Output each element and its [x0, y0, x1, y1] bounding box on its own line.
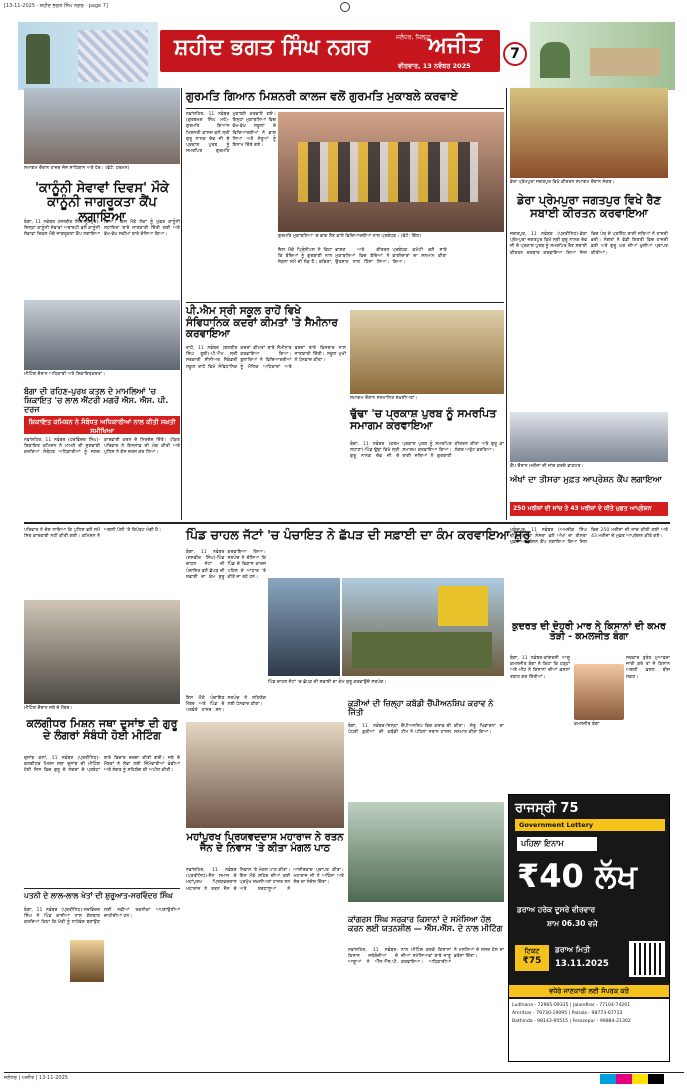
panchayat-article-a: ਬੰਗਾ, 11 ਨਵੰਬਰ (ਜਸਵੀਰ ਸਿੰਘ)-ਪਿੰਡ ਚਾਹਲ ਜੱਟਾਂ ਦੀ ਪੰਚਾਇਤ ਵਲੋਂ ਛੱਪੜ ਦੀ ਸਫ਼ਾਈ ਦਾ ਕੰਮ ਸ਼ੁਰੂ ਕਰਵਾਇਆ ਗਿਆ। ਸਰਪੰਚ ਨੇ ਦੱਸਿਆ ਕਿ ਪਿੰਡ ਦੇ ਵਿਕਾਸ ਕਾਰਜ ਪਹਿਲ ਦੇ ਆਧਾਰ 'ਤੇ ਕੀਤੇ ਜਾ ਰਹੇ ਹਨ। — [186, 550, 266, 580]
registration-mark-icon — [340, 2, 350, 12]
color-bar — [600, 1074, 680, 1084]
ad-prize-label: ਪਹਿਲਾ ਇਨਾਮ — [517, 837, 597, 851]
maharaj-photo — [186, 722, 344, 828]
lottery-ad — [508, 794, 670, 1062]
brothers-article: ਬੰਗਾ, 11 ਨਵੰਬਰ (ਪ੍ਰਤੀਨਿਧ)-ਸਰਵਿੰਦਰ ਸਿੰਘ ਨੇ ਪਿੰਡ ਵਾਸੀਆਂ ਨਾਲ ਗੱਲਬਾਤ ਕਰਦਿਆਂ ਕਿਹਾ ਕਿ ਖੇਤੀ ਨੂੰ ਲਾਹੇਵੰਦ ਬਣਾਉਣ ਲਈ ਨਵੀਆਂ ਤਕਨੀਕਾਂ ਅਪਣਾਉਣੀਆਂ ਚਾਹੀਦੀਆਂ ਹਨ। — [24, 908, 180, 926]
gurmat-article-b: ਇਸ ਮੌਕੇ ਪ੍ਰਿੰਸੀਪਲ ਨੇ ਕਿਹਾ ਕਿ ਬੱਚਿਆਂ ਨੂੰ ਗੁਰਬਾਣੀ ਨਾਲ ਜੋੜਨਾ ਸਮੇਂ ਦੀ ਲੋੜ ਹੈ। ਕਵਿਤਾ, ਭਾਸ਼ਣ ਅਤੇ ਕੀਰਤਨ ਮੁਕਾਬਲਿਆਂ ਵਿਚ ਬੱਚਿਆਂ ਨੇ ਉਤਸ਼ਾਹ ਨਾਲ ਹਿੱਸਾ ਲਿਆ। ਪ੍ਰਬੰਧਕ ਕਮੇਟੀ ਵਲੋਂ ਸਾਰੇ ਭਾਗੀਦਾਰਾਂ ਦਾ ਸਨਮਾਨ ਕੀਤਾ ਗਿਆ। — [278, 248, 447, 266]
paper-title: ਅਜੀਤ — [428, 33, 482, 58]
dhudha-article: ਬੰਗਾ, 11 ਨਵੰਬਰ (ਕਰਮ ਲਧਾਣਾ)-ਪਿੰਡ ਢੁੱਢਾ ਵਿਖੇ ਸ੍ਰੀ ਗੁਰੂ ਨਾਨਕ ਦੇਵ ਜੀ ਦੇ ਪ੍ਰਕਾਸ਼ ਪੁਰਬ ਨੂੰ ਸਮਰਪਿਤ ਸਮਾਗਮ ਕਰਵਾਇਆ ਗਿਆ। ਰਾਗੀ ਜਥਿਆਂ ਨੇ ਗੁਰਬਾਣੀ ਕੀਰਤਨ ਕੀਤਾ ਅਤੇ ਗੁਰੂ ਕਾ ਲੰਗਰ ਅਤੁੱਟ ਵਰਤਿਆ। — [350, 442, 504, 460]
gurmat-caption: ਗੁਰਮਤਿ ਮੁਕਾਬਲਿਆਂ 'ਚ ਭਾਗ ਲੈਣ ਵਾਲੇ ਵਿਦਿਆਰਥੀਆਂ ਨਾਲ ਪ੍ਰਬੰਧਕ। (ਫੋਟੋ: ਗਿੱਲ) — [278, 234, 422, 239]
kabaddi-article: ਬੰਗਾ, 11 ਨਵੰਬਰ-ਜ਼ਿਲ੍ਹਾ ਪੱਧਰੀ ਕੁੜੀਆਂ ਦੀ ਕਬੱਡੀ ਚੈਂਪੀਅਨਸ਼ਿਪ ਵਿਚ ਕਰਾਵ ਦੀ ਟੀਮ ਨੇ ਪਹਿਲਾ ਸਥਾਨ ਹਾਸਲ ਕੀਤਾ। ਜੇਤੂ ਖਿਡਾਰਨਾਂ ਦਾ ਸਨਮਾਨ ਕੀਤਾ ਗਿਆ। — [348, 724, 504, 736]
kabaddi-headline: ਕੁੜੀਆਂ ਦੀ ਜ਼ਿਲ੍ਹਾ ਕਬੱਡੀ ਚੈਂਪੀਅਨਸ਼ਿਪ ਕਰਾਵ ਨੇ ਜਿੱਤੀ — [348, 699, 494, 717]
farmers-photo — [348, 802, 504, 902]
page-number: 7 — [503, 42, 527, 66]
gurmat-headline: ਗੁਰਮਤਿ ਗਿਆਨ ਮਿਸ਼ਨਰੀ ਕਾਲਜ ਵਲੋਂ ਗੁਰਮਤਿ ਮੁਕਾਬਲੇ ਕਰਵਾਏ — [186, 89, 458, 103]
ad-contact-line: Amritsar - 79730-19095 | Patiala - 98773-67713 — [512, 1011, 623, 1016]
ad-draw-time: ਸ਼ਾਮ 06.30 ਵਜੇ — [547, 919, 598, 928]
kalgidhar-headline: ਕਲਗੀਧਰ ਮਿਸ਼ਨ ਜਥਾ ਦੁਸਾਂਝ ਦੀ ਗੁਰੂ ਦੇ ਲੰਗਰਾਂ ਸੰਬੰਧੀ ਹੋਈ ਮੀਟਿੰਗ — [26, 717, 178, 743]
meeting-photo — [24, 300, 180, 370]
banga-case-redband: ਸ਼ਿਕਾਇਤ ਕਮਿਸ਼ਨ ਨੇ ਸੰਬੰਧਤ ਅਧਿਕਾਰੀਆਂ ਨਾਲ ਕੀਤੀ ਸਖ਼ਤੀ ਸਮੀਖਿਆ — [24, 416, 180, 434]
ad-sub: Government Lottery — [515, 819, 665, 831]
kalgidhar-photo — [24, 600, 180, 704]
ad-contact-line: Ludhiana - 72965-09335 | Jalandhar - 77104-74201 — [512, 1003, 631, 1008]
masthead-city: ਜਲੰਧਰ, ਜ਼ਿਲ੍ਹਾ — [396, 34, 431, 41]
ad-ticket-label: ਟਿਕਟ — [524, 947, 540, 955]
eye-photo — [510, 412, 668, 462]
meeting-caption: ਮੀਟਿੰਗ ਦੌਰਾਨ ਅਧਿਕਾਰੀ ਅਤੇ ਸ਼ਿਕਾਇਤਕਰਤਾ। — [24, 372, 106, 377]
ad-ticket-box — [515, 945, 549, 971]
nature-article-a: ਬੰਗਾ, 11 ਨਵੰਬਰ-ਕਾਂਗਰਸੀ ਆਗੂ ਕਮਲਜੀਤ ਬੰਗਾ ਨੇ ਕਿਹਾ ਕਿ ਹੜ੍ਹਾਂ ਅਤੇ ਮੀਂਹ ਨੇ ਕਿਸਾਨਾਂ ਦੀਆਂ ਫ਼ਸਲਾਂ ਤਬਾਹ ਕਰ ਦਿੱਤੀਆਂ। — [510, 656, 570, 680]
panchayat-caption: ਪਿੰਡ ਚਾਹਲ ਜੱਟਾਂ 'ਚ ਛੱਪੜ ਦੀ ਸਫ਼ਾਈ ਦਾ ਕੰਮ ਸ਼ੁਰੂ ਕਰਵਾਉਂਦੇ ਸਰਪੰਚ। — [268, 680, 387, 685]
masthead-date: ਵੀਰਵਾਰ, 13 ਨਵੰਬਰ 2025 — [398, 62, 471, 70]
panchayat-headline: ਪਿੰਡ ਚਾਹਲ ਜੱਟਾਂ 'ਚ ਪੰਚਾਇਤ ਨੇ ਛੱਪੜ ਦੀ ਸਫ਼ਾਈ ਦਾ ਕੰਮ ਕਰਵਾਇਆ ਸ਼ੁਰੂ — [186, 527, 531, 542]
footer-bar: ਜਲੰਧਰ | ਅਜੀਤ | 13-11-2025 — [4, 1075, 68, 1081]
print-slug: [13-11-2025 · ਸ਼ਹੀਦ ਭਗਤ ਸਿੰਘ ਨਗਰ · page 7] — [4, 3, 108, 9]
legal-day-article: ਬੰਗਾ, 11 ਨਵੰਬਰ (ਜਸਬੀਰ ਸਿੰਘ ਨੂਰਪੁਰ)-ਜ਼ਿਲ੍ਹਾ ਕਾਨੂੰਨੀ ਸੇਵਾਵਾਂ ਅਥਾਰਟੀ ਵਲੋਂ ਕਾਨੂੰਨੀ ਸੇਵਾਵਾਂ ਦਿਵਸ ਮੌਕੇ ਜਾਗਰੂਕਤਾ ਕੈਂਪ ਲਗਾਇਆ ਗਿਆ। ਇਸ ਮੌਕੇ ਲੋਕਾਂ ਨੂੰ ਮੁਫ਼ਤ ਕਾਨੂੰਨੀ ਸਹਾਇਤਾ ਬਾਰੇ ਜਾਣਕਾਰੀ ਦਿੱਤੀ ਗਈ ਅਤੇ ਵੱਖ-ਵੱਖ ਸਕੀਮਾਂ ਬਾਰੇ ਦੱਸਿਆ ਗਿਆ। — [24, 220, 180, 238]
ad-brand: ਰਾਜਸ੍ਰੀ 75 — [515, 801, 579, 816]
dera-photo — [510, 88, 668, 178]
sarpanch-portrait — [268, 578, 340, 676]
farmers-article: ਨਵਾਂਸ਼ਹਿਰ, 11 ਨਵੰਬਰ-ਕਿਸਾਨ ਜਥੇਬੰਦੀਆਂ ਦੇ ਆਗੂਆਂ ਨੇ ਐੱਸ.ਐੱਸ.ਪੀ. ਨਾਲ ਮੀਟਿੰਗ ਕਰਕੇ ਕਿਸਾਨਾਂ ਦੀਆਂ ਸਮੱਸਿਆਵਾਂ ਬਾਰੇ ਜਾਣੂ ਕਰਵਾਇਆ। ਅਧਿਕਾਰੀਆਂ ਨੇ ਮਸਲਿਆਂ ਦੇ ਜਲਦ ਹੱਲ ਦਾ ਭਰੋਸਾ ਦਿੱਤਾ। — [348, 948, 504, 966]
dhudha-caption: ਸਮਾਗਮ ਦੌਰਾਨ ਸਨਮਾਨਿਤ ਸ਼ਖ਼ਸੀਅਤਾਂ। — [350, 396, 418, 401]
legal-day-caption: ਸਮਾਗਮ ਦੌਰਾਨ ਹਾਜ਼ਰ ਜੱਜ ਸਾਹਿਬਾਨ ਅਤੇ ਹੋਰ। (ਫੋਟੋ: ਹਰਮਨ) — [24, 166, 130, 171]
nature-article-b: ਸਰਕਾਰ ਤੁਰੰਤ ਮੁਆਵਜ਼ਾ ਜਾਰੀ ਕਰੇ ਤਾਂ ਜੋ ਕਿਸਾਨ ਅਗਲੀ ਫ਼ਸਲ ਬੀਜ ਸਕਣ। — [626, 656, 670, 680]
ad-draw-label: ਡਰਾਅ ਮਿਤੀ — [555, 945, 591, 954]
brothers-headline: ਪਤਨੀ ਦੇ ਲਾਲ-ਲਾਲ ਖੇਤਾਂ ਦੀ ਸ਼ੁਰੂਆਤ-ਸਰਵਿੰਦਰ ਸਿੰਘ — [24, 891, 173, 900]
district-title: ਸ਼ਹੀਦ ਭਗਤ ਸਿੰਘ ਨਗਰ — [174, 35, 371, 60]
gurmat-photo — [278, 112, 504, 232]
nature-headline: ਕੁਦਰਤ ਦੀ ਦੋਹਰੀ ਮਾਰ ਨੇ ਕਿਸਾਨਾਂ ਦੀ ਕਮਰ ਤੋੜੀ - ਕਮਲਜੀਤ ਬੰਗਾ — [512, 621, 666, 643]
masthead-band — [160, 30, 500, 72]
pm-shri-article: ਰਾਹੋਂ, 11 ਨਵੰਬਰ (ਬਲਬੀਰ ਸਿੰਘ ਰੂਬੀ)-ਪੀ.ਐਮ ਸ੍ਰੀ ਸਰਕਾਰੀ ਸੀਨੀਅਰ ਸੈਕੰਡਰੀ ਸਕੂਲ ਰਾਹੋਂ ਵਿਖੇ ਸੰਵਿਧਾਨਿਕ ਕਦਰਾਂ ਕੀਮਤਾਂ ਬਾਰੇ ਸੈਮੀਨਾਰ ਕਰਵਾਇਆ ਗਿਆ। ਬੁਲਾਰਿਆਂ ਨੇ ਵਿਦਿਆਰਥੀਆਂ ਨੂੰ ਮੌਲਿਕ ਅਧਿਕਾਰਾਂ ਅਤੇ ਫਰਜ਼ਾਂ ਬਾਰੇ ਵਿਸਥਾਰ ਨਾਲ ਜਾਣਕਾਰੀ ਦਿੱਤੀ। ਸਕੂਲ ਮੁਖੀ ਨੇ ਧੰਨਵਾਦ ਕੀਤਾ। — [186, 346, 346, 370]
legal-day-photo — [24, 88, 180, 164]
banga-case-article-cont: ਪਰਿਵਾਰ ਨੇ ਦੋਸ਼ ਲਾਇਆ ਕਿ ਪੁਲਿਸ ਵਲੋਂ ਸਮੇਂ ਸਿਰ ਕਾਰਵਾਈ ਨਹੀਂ ਕੀਤੀ ਗਈ। ਕਮਿਸ਼ਨ ਨੇ ਅਗਲੀ ਪੇਸ਼ੀ 'ਤੇ ਰਿਪੋਰਟ ਮੰਗੀ ਹੈ। — [24, 528, 162, 540]
eye-caption: ਕੈਂਪ ਦੌਰਾਨ ਮਰੀਜ਼ਾਂ ਦੀ ਜਾਂਚ ਕਰਦੇ ਡਾਕਟਰ। — [510, 464, 584, 469]
legal-day-headline: 'ਕਾਨੂੰਨੀ ਸੇਵਾਵਾਂ ਦਿਵਸ' ਮੌਕੇ ਕਾਨੂੰਨੀ ਜਾਗਰੂਕਤਾ ਕੈਂਪ ਲਗਾਇਆ — [35, 181, 169, 225]
kamaljit-portrait — [574, 664, 624, 720]
ad-ticket-price: ₹75 — [522, 956, 542, 966]
kalgidhar-article: ਦੁਸਾਂਝ ਕਲਾਂ, 11 ਨਵੰਬਰ (ਪ੍ਰਤੀਨਿਧ)-ਕਲਗੀਧਰ ਮਿਸ਼ਨ ਜਥਾ ਦੁਸਾਂਝ ਦੀ ਮੀਟਿੰਗ ਹੋਈ ਜਿਸ ਵਿਚ ਗੁਰੂ ਦੇ ਲੰਗਰਾਂ ਦੇ ਪ੍ਰਬੰਧਾਂ ਬਾਰੇ ਵਿਚਾਰ ਚਰਚਾ ਕੀਤੀ ਗਈ। ਜਥੇ ਦੇ ਮੈਂਬਰਾਂ ਨੇ ਸੇਵਾ ਲਈ ਜ਼ਿੰਮੇਵਾਰੀਆਂ ਵੰਡੀਆਂ ਅਤੇ ਸੰਗਤ ਨੂੰ ਸਹਿਯੋਗ ਦੀ ਅਪੀਲ ਕੀਤੀ। — [24, 756, 180, 774]
panchayat-article-b: ਇਸ ਮੌਕੇ ਪੰਚਾਇਤ ਮੈਂਬਰ ਅਤੇ ਪਿੰਡ ਦੇ ਪਤਵੰਤੇ ਹਾਜ਼ਰ ਸਨ। ਸਰਪੰਚ ਨੇ ਸਹਿਯੋਗ ਲਈ ਧੰਨਵਾਦ ਕੀਤਾ। — [186, 696, 266, 714]
farmers-headline: ਕਾਂਗਰਸ ਸਿੰਘ ਸਰਕਾਰ ਕਿਸਾਨਾਂ ਦੇ ਸਮੱਸਿਆ ਹੱਲ ਕਰਨ ਲਈ ਯਤਨਸ਼ੀਲ — ਐੱਸ.ਐੱਸ. ਦੇ ਨਾਲ ਮੀਟਿੰਗ — [348, 915, 503, 933]
banga-case-headline: ਬੰਗਾ ਦੀ ਰਹਿਣ-ਪੁਰਖ ਕਤਲ ਦੇ ਮਾਮਲਿਆਂ 'ਚ ਸ਼ਿਕਾਇਤ 'ਚ ਲਾਲ ਐਂਟਰੀ ਮਗਰੋਂ ਐਸ. ਐਸ. ਪੀ. ਦਰਜ — [24, 387, 169, 414]
ad-contact-line: Bathinda - 98143-95515 | Ferozepur - 99884-21302 — [512, 1019, 631, 1024]
eye-article: ਮੁਕੰਦਪੁਰ, 11 ਨਵੰਬਰ (ਅਮਰੀਕ ਸਿੰਘ ਢੀਂਡਸਾ)-ਸੇਵਾ ਸੰਸਥਾ ਵਲੋਂ ਅੱਖਾਂ ਦਾ ਤੀਸਰਾ ਮੁਫ਼ਤ ਆਪ੍ਰੇਸ਼ਨ ਕੈਂਪ ਲਗਾਇਆ ਗਿਆ ਜਿਸ ਵਿਚ 250 ਮਰੀਜ਼ਾਂ ਦੀ ਜਾਂਚ ਕੀਤੀ ਗਈ ਅਤੇ 43 ਮਰੀਜ਼ਾਂ ਦੇ ਮੁਫ਼ਤ ਆਪ੍ਰੇਸ਼ਨ ਕੀਤੇ ਗਏ। — [510, 528, 668, 546]
maharaj-headline: ਮਹਾਂਪੁਰਖ ਪ੍ਰਿਯਵਦਦਾਸ ਮਹਾਰਾਜ ਨੇ ਰਤਨ ਜੈਨ ਦੇ ਨਿਵਾਸ 'ਤੇ ਕੀਤਾ ਮੰਗਲ ਪਾਠ — [186, 832, 344, 854]
masthead-left-photo — [18, 22, 158, 90]
ad-draw-day: ਡਰਾਅ ਹਰੇਕ ਦੂਸਰੇ ਵੀਰਵਾਰ — [517, 905, 596, 914]
dera-headline: ਡੇਰਾ ਪ੍ਰੇਮਪੁਰਾ ਜਗਤਪੁਰ ਵਿਖੇ ਰੈਣ ਸਬਾਈ ਕੀਰਤਨ ਕਰਵਾਇਆ — [516, 193, 662, 220]
ad-draw-date: 13.11.2025 — [555, 959, 609, 969]
kamaljit-caption: ਕਮਲਜੀਤ ਬੰਗਾ — [574, 722, 600, 727]
ad-footer: ਵਧੇਰੇ ਜਾਣਕਾਰੀ ਲਈ ਸੰਪਰਕ ਕਰੋ — [509, 985, 669, 997]
maharaj-article: ਨਵਾਂਸ਼ਹਿਰ, 11 ਨਵੰਬਰ (ਪ੍ਰਤੀਨਿਧ)-ਜੈਨ ਸਮਾਜ ਦੇ ਮਹਾਂਪੁਰਖ ਪ੍ਰਿਯਵਦਦਾਸ ਮਹਾਰਾਜ ਨੇ ਰਤਨ ਜੈਨ ਦੇ ਨਿਵਾਸ 'ਤੇ ਮੰਗਲ ਪਾਠ ਕੀਤਾ। ਇਸ ਮੌਕੇ ਸ਼ਹਿਰ ਦੀਆਂ ਕਈ ਪ੍ਰਮੁੱਖ ਸ਼ਖ਼ਸੀਅਤਾਂ ਹਾਜ਼ਰ ਸਨ ਅਤੇ ਸ਼ਰਧਾਲੂਆਂ ਨੇ ਆਸ਼ੀਰਵਾਦ ਪ੍ਰਾਪਤ ਕੀਤਾ। ਮਹਾਰਾਜ ਜੀ ਨੇ ਅਹਿੰਸਾ ਅਤੇ ਸੱਚ ਦਾ ਸੰਦੇਸ਼ ਦਿੱਤਾ। — [186, 868, 344, 892]
panchayat-photo — [342, 578, 504, 676]
eye-redband: 250 ਮਰੀਜ਼ਾਂ ਦੀ ਜਾਂਚ ਤੇ 43 ਮਰੀਜ਼ਾਂ ਦੇ ਕੀਤੇ ਮੁਫ਼ਤ ਆਪ੍ਰੇਸ਼ਨ — [510, 502, 668, 516]
masthead-right-photo — [530, 22, 675, 90]
qr-code-icon — [629, 941, 665, 977]
gurmat-article-a: ਨਵਾਂਸ਼ਹਿਰ, 11 ਨਵੰਬਰ (ਗੁਰਬਖਸ਼ ਸਿੰਘ ਮਹੇ)-ਗੁਰਮਤਿ ਗਿਆਨ ਮਿਸ਼ਨਰੀ ਕਾਲਜ ਵਲੋਂ ਸ੍ਰੀ ਗੁਰੂ ਨਾਨਕ ਦੇਵ ਜੀ ਦੇ ਪ੍ਰਕਾਸ਼ ਪੁਰਬ ਨੂੰ ਸਮਰਪਿਤ ਗੁਰਮਤਿ ਮੁਕਾਬਲੇ ਕਰਵਾਏ ਗਏ। ਇਨ੍ਹਾਂ ਮੁਕਾਬਲਿਆਂ ਵਿਚ ਵੱਖ-ਵੱਖ ਸਕੂਲਾਂ ਦੇ ਵਿਦਿਆਰਥੀਆਂ ਨੇ ਭਾਗ ਲਿਆ ਅਤੇ ਜੇਤੂਆਂ ਨੂੰ ਇਨਾਮ ਦਿੱਤੇ ਗਏ। — [186, 112, 276, 155]
ad-prize: ₹40 ਲੱਖ — [517, 857, 637, 895]
dera-caption: ਡੇਰਾ ਪ੍ਰੇਮਪੁਰਾ ਜਗਤਪੁਰ ਵਿਖੇ ਕੀਰਤਨ ਸਮਾਗਮ ਦੌਰਾਨ ਸੰਗਤ। — [510, 180, 615, 185]
pm-shri-headline: ਪੀ.ਐਮ ਸ੍ਰੀ ਸਕੂਲ ਰਾਹੋਂ ਵਿਖੇ ਸੰਵਿਧਾਨਿਕ ਕਦਰਾਂ ਕੀਮਤਾਂ 'ਤੇ ਸੈਮੀਨਾਰ ਕਰਵਾਇਆ — [186, 305, 338, 341]
dhudha-photo — [350, 310, 504, 394]
eye-headline: ਅੱਖਾਂ ਦਾ ਤੀਸਰਾ ਮੁਫ਼ਤ ਆਪ੍ਰੇਸ਼ਨ ਕੈਂਪ ਲਗਾਇਆ — [510, 475, 662, 485]
banga-case-article: ਨਵਾਂਸ਼ਹਿਰ, 11 ਨਵੰਬਰ (ਹਰਵਿੰਦਰ ਸਿੰਘ)-ਸ਼ਿਕਾਇਤ ਕਮਿਸ਼ਨ ਨੇ ਮਾਮਲੇ ਦੀ ਸੁਣਵਾਈ ਕਰਦਿਆਂ ਸੰਬੰਧਤ ਅਧਿਕਾਰੀਆਂ ਨੂੰ ਜਲਦ ਕਾਰਵਾਈ ਕਰਨ ਦੇ ਨਿਰਦੇਸ਼ ਦਿੱਤੇ। ਪੀੜਤ ਪਰਿਵਾਰ ਨੇ ਇਨਸਾਫ਼ ਦੀ ਮੰਗ ਕੀਤੀ ਅਤੇ ਪੁਲਿਸ ਨੇ ਕੇਸ ਦਰਜ ਕਰ ਲਿਆ। — [24, 438, 180, 456]
ad-contacts — [509, 999, 669, 1061]
kalgidhar-caption: ਮੀਟਿੰਗ ਦੌਰਾਨ ਜਥੇ ਦੇ ਮੈਂਬਰ। — [24, 706, 73, 711]
dera-article: ਜਗਤਪੁਰ, 11 ਨਵੰਬਰ (ਪ੍ਰਤੀਨਿਧ)-ਡੇਰਾ ਪ੍ਰੇਮਪੁਰਾ ਜਗਤਪੁਰ ਵਿਖੇ ਸ੍ਰੀ ਗੁਰੂ ਨਾਨਕ ਦੇਵ ਜੀ ਦੇ ਪ੍ਰਕਾਸ਼ ਪੁਰਬ ਨੂੰ ਸਮਰਪਿਤ ਰੈਣ ਸਬਾਈ ਕੀਰਤਨ ਦਰਬਾਰ ਕਰਵਾਇਆ ਗਿਆ ਜਿਸ ਵਿਚ ਪੰਥ ਦੇ ਪ੍ਰਸਿੱਧ ਰਾਗੀ ਜਥਿਆਂ ਨੇ ਹਾਜ਼ਰੀ ਭਰੀ। ਸੰਗਤਾਂ ਨੇ ਵੱਡੀ ਗਿਣਤੀ ਵਿਚ ਹਾਜ਼ਰੀ ਭਰੀ ਅਤੇ ਗੁਰੂ ਘਰ ਦੀਆਂ ਖ਼ੁਸ਼ੀਆਂ ਪ੍ਰਾਪਤ ਕੀਤੀਆਂ। — [510, 232, 668, 256]
dhudha-headline: ਢੁੱਢਾ 'ਚ ਪ੍ਰਕਾਸ਼ ਪੁਰਬ ਨੂੰ ਸਮਰਪਿਤ ਸਮਾਗਮ ਕਰਵਾਇਆ — [350, 407, 497, 433]
